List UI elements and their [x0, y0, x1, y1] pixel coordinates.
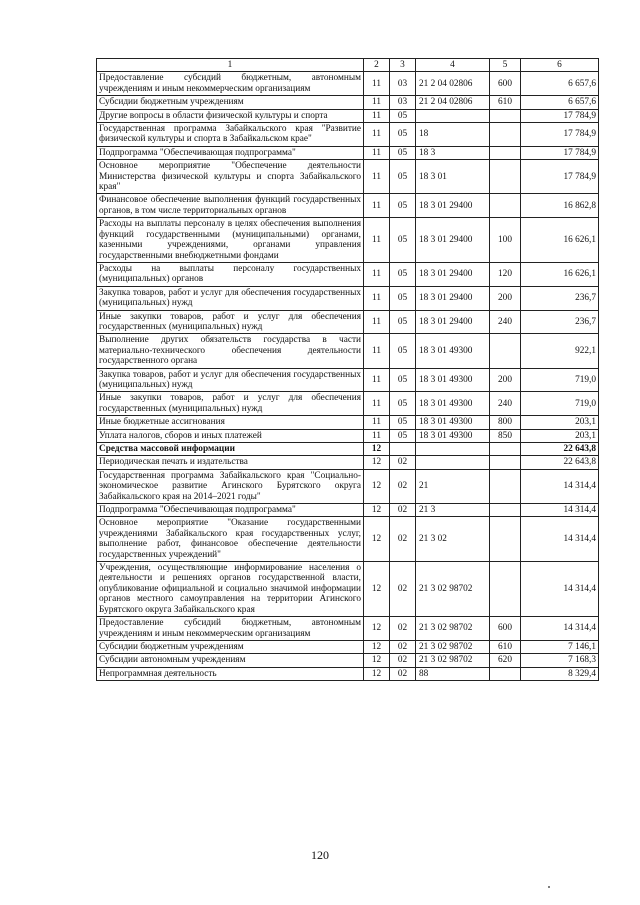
code-subsection-cell: 03	[390, 72, 416, 96]
amount-cell: 14 314,4	[521, 469, 599, 503]
amount-cell: 6 657,6	[521, 72, 599, 96]
code-subsection-cell: 05	[390, 392, 416, 416]
table-row	[97, 562, 599, 617]
item-name-cell: Иные закупки товаров, работ и услуг для обеспечения государственных (муниципальных) нужд	[97, 392, 364, 416]
code-section-cell: 11	[364, 334, 390, 368]
code-subsection-cell: 05	[390, 334, 416, 368]
code-target-cell	[416, 109, 490, 122]
code-subsection-cell: 02	[390, 517, 416, 562]
item-name-cell: Субсидии автономным учреждениям	[97, 654, 364, 667]
code-target-cell: 21 3 02 98702	[416, 640, 490, 653]
item-name-cell: Иные закупки товаров, работ и услуг для обеспечения государственных (муниципальных) нужд	[97, 310, 364, 334]
code-type-cell	[490, 517, 521, 562]
code-type-cell	[490, 456, 521, 469]
code-section-cell: 11	[364, 429, 390, 442]
item-name-cell: Расходы на выплаты персоналу в целях обеспечения выполнения функций государственными (муниципальными) органами, казенными учреждениями, органами управления государственными внебюджетными фондами	[97, 218, 364, 263]
amount-cell: 14 314,4	[521, 562, 599, 617]
item-name-cell: Государственная программа Забайкальского края "Развитие физической культуры и спорта в Забайкальском крае"	[97, 123, 364, 147]
code-section-cell: 11	[364, 286, 390, 310]
code-section-cell: 11	[364, 146, 390, 159]
code-subsection-cell: 05	[390, 123, 416, 147]
code-subsection-cell: 05	[390, 146, 416, 159]
code-subsection-cell: 05	[390, 218, 416, 263]
amount-cell: 17 784,9	[521, 123, 599, 147]
code-section-cell: 11	[364, 96, 390, 109]
code-subsection-cell	[390, 443, 416, 456]
code-target-cell: 21 2 04 02806	[416, 72, 490, 96]
table-row	[97, 517, 599, 562]
table-row	[97, 640, 599, 653]
table-body	[97, 59, 599, 681]
code-target-cell: 18	[416, 123, 490, 147]
header-cell-1: 1	[97, 59, 364, 72]
code-type-cell	[490, 160, 521, 194]
code-subsection-cell: 05	[390, 286, 416, 310]
code-type-cell: 200	[490, 286, 521, 310]
code-subsection-cell: 02	[390, 562, 416, 617]
code-section-cell: 11	[364, 160, 390, 194]
code-type-cell	[490, 146, 521, 159]
code-target-cell: 21 3 02 98702	[416, 654, 490, 667]
code-target-cell: 18 3 01 49300	[416, 429, 490, 442]
code-subsection-cell: 02	[390, 617, 416, 641]
amount-cell: 17 784,9	[521, 109, 599, 122]
item-name-cell: Государственная программа Забайкальского края "Социально-экономическое развитие Агинского Бурятского округа Забайкальского края на 2014–2021 годы"	[97, 469, 364, 503]
code-type-cell: 600	[490, 72, 521, 96]
table-row	[97, 218, 599, 263]
header-row	[97, 59, 599, 72]
code-type-cell	[490, 123, 521, 147]
page-number: 120	[311, 848, 329, 862]
code-section-cell: 11	[364, 194, 390, 218]
amount-cell: 7 146,1	[521, 640, 599, 653]
code-target-cell: 18 3 01 29400	[416, 286, 490, 310]
code-subsection-cell: 05	[390, 416, 416, 429]
code-subsection-cell: 05	[390, 109, 416, 122]
table-row	[97, 392, 599, 416]
item-name-cell: Основное мероприятие "Обеспечение деятельности Министерства физической культуры и спорта Забайкальского края"	[97, 160, 364, 194]
code-target-cell: 18 3 01 49300	[416, 334, 490, 368]
code-target-cell: 21 3 02 98702	[416, 562, 490, 617]
code-section-cell: 12	[364, 456, 390, 469]
item-name-cell: Закупка товаров, работ и услуг для обеспечения государственных (муниципальных) нужд	[97, 286, 364, 310]
item-name-cell: Другие вопросы в области физической культуры и спорта	[97, 109, 364, 122]
code-subsection-cell: 02	[390, 456, 416, 469]
budget-table	[96, 58, 599, 681]
code-type-cell: 600	[490, 617, 521, 641]
item-name-cell: Предоставление субсидий бюджетным, автономным учреждениям и иным некоммерческим организациям	[97, 617, 364, 641]
code-subsection-cell: 05	[390, 194, 416, 218]
code-section-cell: 11	[364, 262, 390, 286]
item-name-cell: Подпрограмма "Обеспечивающая подпрограмма"	[97, 146, 364, 159]
code-target-cell: 18 3 01 29400	[416, 262, 490, 286]
table-row	[97, 72, 599, 96]
code-type-cell: 610	[490, 640, 521, 653]
code-section-cell: 11	[364, 416, 390, 429]
table-row	[97, 109, 599, 122]
item-name-cell: Иные бюджетные ассигнования	[97, 416, 364, 429]
code-target-cell: 18 3 01 49300	[416, 392, 490, 416]
code-target-cell: 21 3	[416, 504, 490, 517]
table-row	[97, 654, 599, 667]
code-section-cell: 11	[364, 368, 390, 392]
code-type-cell: 800	[490, 416, 521, 429]
item-name-cell: Учреждения, осуществляющие информирование населения о деятельности и решениях органов государственной власти, опубликование официальной и социально значимой информации органов местного самоуправления на территории Агинского Бурятского округа Забайкальского края	[97, 562, 364, 617]
amount-cell: 719,0	[521, 392, 599, 416]
code-section-cell: 12	[364, 667, 390, 680]
code-type-cell: 610	[490, 96, 521, 109]
table-row	[97, 146, 599, 159]
scan-speck	[548, 886, 550, 888]
code-subsection-cell: 05	[390, 310, 416, 334]
code-section-cell: 11	[364, 109, 390, 122]
amount-cell: 22 643,8	[521, 456, 599, 469]
table-row	[97, 262, 599, 286]
amount-cell: 16 626,1	[521, 262, 599, 286]
item-name-cell: Непрограммная деятельность	[97, 667, 364, 680]
amount-cell: 922,1	[521, 334, 599, 368]
header-cell-2: 2	[364, 59, 390, 72]
code-target-cell	[416, 456, 490, 469]
code-subsection-cell: 03	[390, 96, 416, 109]
code-type-cell: 120	[490, 262, 521, 286]
amount-cell: 7 168,3	[521, 654, 599, 667]
item-name-cell: Средства массовой информации	[97, 443, 364, 456]
code-section-cell: 12	[364, 443, 390, 456]
amount-cell: 22 643,8	[521, 443, 599, 456]
item-name-cell: Расходы на выплаты персоналу государственных (муниципальных) органов	[97, 262, 364, 286]
code-section-cell: 12	[364, 562, 390, 617]
amount-cell: 236,7	[521, 286, 599, 310]
amount-cell: 203,1	[521, 429, 599, 442]
amount-cell: 14 314,4	[521, 517, 599, 562]
item-name-cell: Субсидии бюджетным учреждениям	[97, 96, 364, 109]
code-subsection-cell: 05	[390, 429, 416, 442]
code-target-cell: 88	[416, 667, 490, 680]
amount-cell: 14 314,4	[521, 617, 599, 641]
amount-cell: 6 657,6	[521, 96, 599, 109]
code-target-cell: 18 3 01 29400	[416, 194, 490, 218]
budget-table-container	[96, 58, 598, 681]
table-row	[97, 310, 599, 334]
table-row	[97, 504, 599, 517]
code-section-cell: 12	[364, 469, 390, 503]
code-type-cell: 100	[490, 218, 521, 263]
code-type-cell: 850	[490, 429, 521, 442]
code-subsection-cell: 05	[390, 368, 416, 392]
code-type-cell	[490, 504, 521, 517]
table-row	[97, 456, 599, 469]
item-name-cell: Периодическая печать и издательства	[97, 456, 364, 469]
code-subsection-cell: 02	[390, 469, 416, 503]
code-type-cell	[490, 109, 521, 122]
code-target-cell: 18 3 01 49300	[416, 416, 490, 429]
code-subsection-cell: 02	[390, 504, 416, 517]
amount-cell: 203,1	[521, 416, 599, 429]
code-type-cell: 620	[490, 654, 521, 667]
item-name-cell: Предоставление субсидий бюджетным, автономным учреждениям и иным некоммерческим организациям	[97, 72, 364, 96]
code-type-cell	[490, 667, 521, 680]
table-row	[97, 429, 599, 442]
amount-cell: 8 329,4	[521, 667, 599, 680]
code-section-cell: 12	[364, 640, 390, 653]
table-row	[97, 123, 599, 147]
code-target-cell: 18 3 01 49300	[416, 368, 490, 392]
table-row	[97, 617, 599, 641]
code-subsection-cell: 02	[390, 654, 416, 667]
code-target-cell: 21 3 02	[416, 517, 490, 562]
code-section-cell: 12	[364, 654, 390, 667]
code-target-cell: 18 3 01 29400	[416, 310, 490, 334]
code-type-cell	[490, 334, 521, 368]
code-target-cell: 21	[416, 469, 490, 503]
table-row	[97, 286, 599, 310]
table-row	[97, 160, 599, 194]
item-name-cell: Основное мероприятие "Оказание государственными учреждениями Забайкальского края государственных услуг, выполнение работ, финансовое обеспечение деятельности государственных учреждений"	[97, 517, 364, 562]
item-name-cell: Субсидии бюджетным учреждениям	[97, 640, 364, 653]
code-type-cell	[490, 469, 521, 503]
code-section-cell: 12	[364, 617, 390, 641]
code-section-cell: 11	[364, 72, 390, 96]
code-section-cell: 11	[364, 310, 390, 334]
amount-cell: 17 784,9	[521, 146, 599, 159]
code-type-cell	[490, 194, 521, 218]
amount-cell: 16 862,8	[521, 194, 599, 218]
amount-cell: 14 314,4	[521, 504, 599, 517]
amount-cell: 17 784,9	[521, 160, 599, 194]
code-subsection-cell: 02	[390, 667, 416, 680]
item-name-cell: Уплата налогов, сборов и иных платежей	[97, 429, 364, 442]
code-target-cell: 18 3 01 29400	[416, 218, 490, 263]
code-type-cell	[490, 443, 521, 456]
code-type-cell: 240	[490, 392, 521, 416]
header-cell-5: 5	[490, 59, 521, 72]
code-type-cell	[490, 562, 521, 617]
header-cell-4: 4	[416, 59, 490, 72]
code-target-cell: 18 3	[416, 146, 490, 159]
code-target-cell	[416, 443, 490, 456]
table-row	[97, 334, 599, 368]
table-row	[97, 667, 599, 680]
code-target-cell: 21 3 02 98702	[416, 617, 490, 641]
code-target-cell: 21 2 04 02806	[416, 96, 490, 109]
header-cell-6: 6	[521, 59, 599, 72]
code-target-cell: 18 3 01	[416, 160, 490, 194]
table-row	[97, 469, 599, 503]
table-row	[97, 194, 599, 218]
code-section-cell: 11	[364, 392, 390, 416]
amount-cell: 16 626,1	[521, 218, 599, 263]
item-name-cell: Подпрограмма "Обеспечивающая подпрограмма"	[97, 504, 364, 517]
code-type-cell: 240	[490, 310, 521, 334]
code-section-cell: 12	[364, 517, 390, 562]
table-row	[97, 443, 599, 456]
item-name-cell: Выполнение других обязательств государства в части материально-технического обеспечения деятельности государственного органа	[97, 334, 364, 368]
code-section-cell: 12	[364, 504, 390, 517]
table-row	[97, 96, 599, 109]
header-cell-3: 3	[390, 59, 416, 72]
code-section-cell: 11	[364, 123, 390, 147]
code-subsection-cell: 05	[390, 160, 416, 194]
code-subsection-cell: 05	[390, 262, 416, 286]
amount-cell: 236,7	[521, 310, 599, 334]
item-name-cell: Закупка товаров, работ и услуг для обеспечения государственных (муниципальных) нужд	[97, 368, 364, 392]
amount-cell: 719,0	[521, 368, 599, 392]
item-name-cell: Финансовое обеспечение выполнения функций государственных органов, в том числе территориальных органов	[97, 194, 364, 218]
code-subsection-cell: 02	[390, 640, 416, 653]
table-row	[97, 416, 599, 429]
table-row	[97, 368, 599, 392]
code-type-cell: 200	[490, 368, 521, 392]
code-section-cell: 11	[364, 218, 390, 263]
